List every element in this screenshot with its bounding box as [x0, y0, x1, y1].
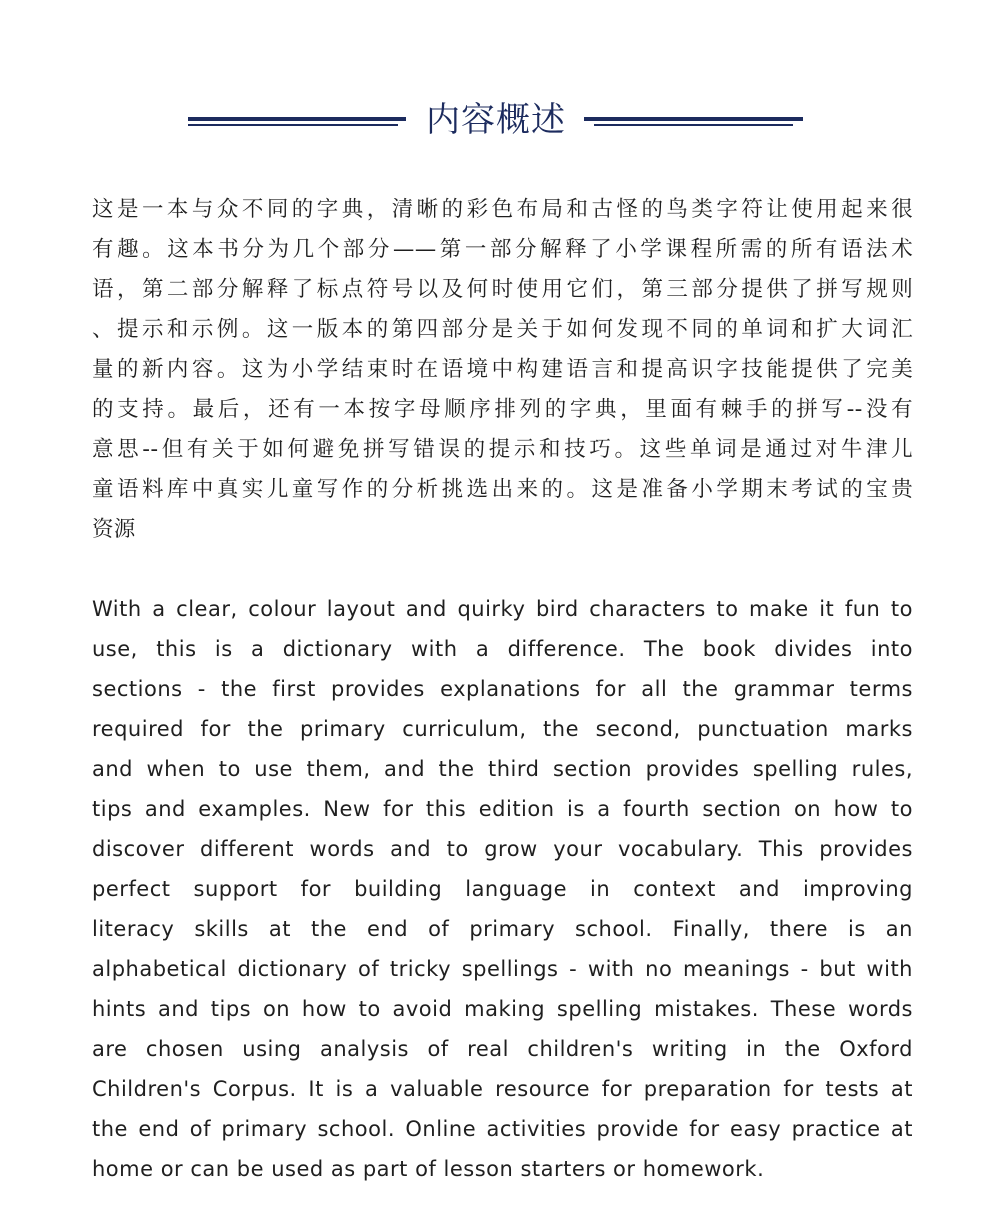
heading-rule-right-thick — [584, 117, 803, 121]
description-en-line: Children's Corpus. It is a valuable resource for preparation for tests at — [92, 1077, 913, 1101]
description-en-line: are chosen using analysis of real children's writing in the Oxford — [92, 1037, 913, 1061]
description-zh-line: 意思--但有关于如何避免拼写错误的提示和技巧。这些单词是通过对牛津儿 — [92, 437, 913, 462]
description-en-line: use, this is a dictionary with a difference. The book divides into — [92, 637, 913, 661]
heading-rule-right-thin — [594, 124, 793, 126]
heading-rule-left-thin — [188, 124, 398, 126]
description-en-line: alphabetical dictionary of tricky spellings - with no meanings - but with — [92, 957, 913, 981]
description-en-line: With a clear, colour layout and quirky bird characters to make it fun to — [92, 597, 913, 621]
description-en-line: required for the primary curriculum, the second, punctuation marks — [92, 717, 913, 741]
description-english — [92, 589, 913, 1189]
heading-rule-left — [188, 117, 406, 126]
description-chinese — [92, 190, 913, 550]
section-heading — [0, 94, 990, 146]
section-title: 内容概述 — [426, 100, 566, 140]
description-zh-line: 、提示和示例。这一版本的第四部分是关于如何发现不同的单词和扩大词汇 — [92, 317, 913, 342]
description-zh-line: 这是一本与众不同的字典，清晰的彩色布局和古怪的鸟类字符让使用起来很 — [92, 197, 913, 222]
heading-rule-left-thick — [188, 117, 406, 121]
description-en-line: tips and examples. New for this edition is a fourth section on how to — [92, 797, 913, 821]
heading-rule-right — [584, 117, 803, 126]
description-zh-line: 的支持。最后，还有一本按字母顺序排列的字典，里面有棘手的拼写--没有 — [92, 397, 913, 422]
description-zh-line: 资源 — [92, 517, 136, 542]
description-en-line: sections - the first provides explanations for all the grammar terms — [92, 677, 913, 701]
description-en-line: and when to use them, and the third section provides spelling rules, — [92, 757, 913, 781]
description-zh-line: 童语料库中真实儿童写作的分析挑选出来的。这是准备小学期末考试的宝贵 — [92, 477, 913, 502]
description-en-line: discover different words and to grow your vocabulary. This provides — [92, 837, 913, 861]
description-en-line: perfect support for building language in context and improving — [92, 877, 913, 901]
description-zh-line: 量的新内容。这为小学结束时在语境中构建语言和提高识字技能提供了完美 — [92, 357, 913, 382]
description-en-line: home or can be used as part of lesson starters or homework. — [92, 1157, 765, 1181]
description-en-line: the end of primary school. Online activities provide for easy practice at — [92, 1117, 913, 1141]
description-en-line: hints and tips on how to avoid making spelling mistakes. These words — [92, 997, 913, 1021]
description-en-line: literacy skills at the end of primary school. Finally, there is an — [92, 917, 913, 941]
description-zh-line: 有趣。这本书分为几个部分——第一部分解释了小学课程所需的所有语法术 — [92, 237, 913, 262]
description-zh-line: 语，第二部分解释了标点符号以及何时使用它们，第三部分提供了拼写规则 — [92, 277, 913, 302]
